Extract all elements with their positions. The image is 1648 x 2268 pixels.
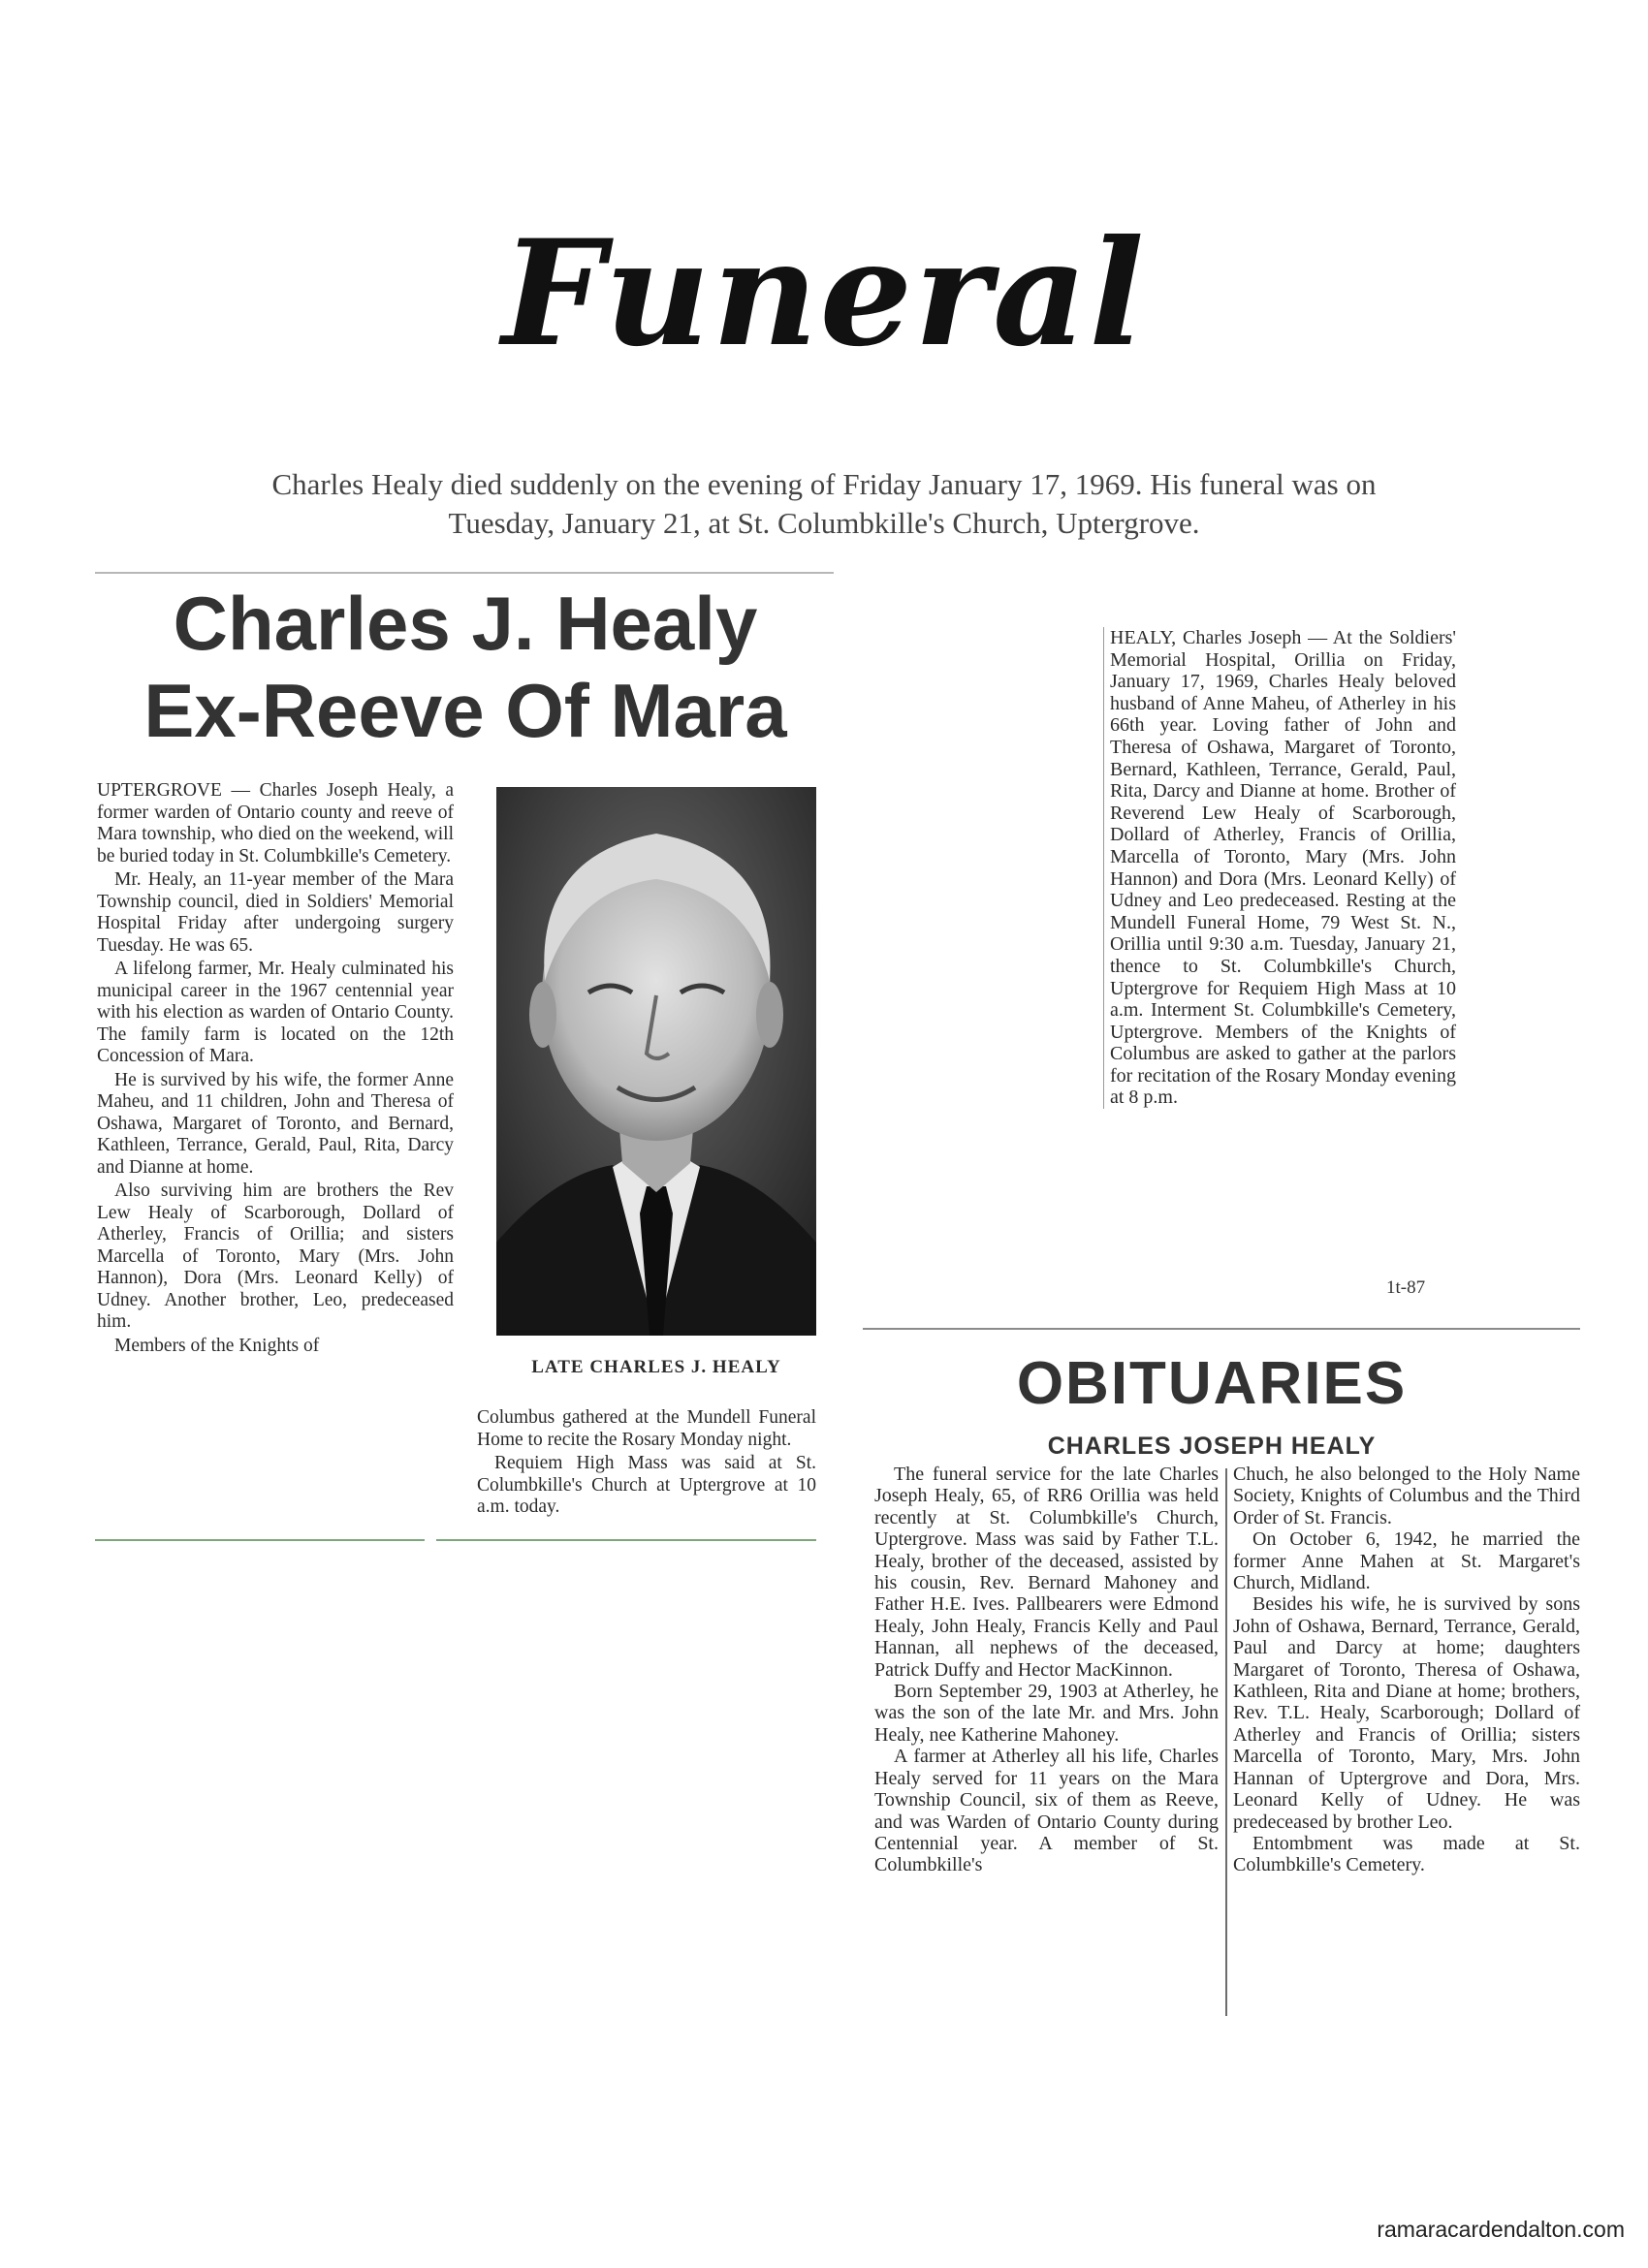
article-top-rule [95,572,834,574]
portrait-photo [496,787,816,1336]
death-notice: HEALY, Charles Joseph — At the Soldiers' Memorial Hospital, Orillia on Friday, January 17, 1969, Charles Healy beloved husband of Anne Maheu, of Atherley in his 66th year. Loving father of John and Theresa of Oshawa, Margaret of Toronto, Bernard, Kathleen, Terrance, Gerald, Paul, Rita, Darcy and Dianne at home. Brother of Reverend Lew Healy of Scarborough, Dollard of Atherley, Francis of Orillia, Marcella of Toronto, Mary (Mrs. John Hannon) and Dora (Mrs. Leonard Kelly) of Udney and Leo predeceased. Resting at the Mundell Funeral Home, 79 West St. N., Orillia until 9:30 a.m. Tuesday, January 21, thence to St. Columbkille's Church, Uptergrove for Requiem High Mass at 10 a.m. Interment St. Columbkille's Cemetery, Uptergrove. Members of the Knights of Columbus are asked to gather at the parlors for recitation of the Rosary Monday evening at 8 p.m. [1103,627,1456,1109]
article-paragraph: He is survived by his wife, the former Anne Maheu, and 11 children, John and Theresa of Oshawa, Margaret of Toronto, and Bernard, Kathleen, Terrance, Gerald, Paul, Rita, Darcy and Dianne at home. [97,1069,454,1178]
article-paragraph: Requiem High Mass was said at St. Columbkille's Church at Uptergrove at 10 a.m. today. [477,1453,816,1517]
obituary-subtitle: CHARLES JOSEPH HEALY [1047,1433,1377,1460]
headline-line-1: Charles J. Healy [173,581,758,666]
obituaries-title: OBITUARIES [1016,1350,1408,1417]
photo-caption: LATE CHARLES J. HEALY [531,1357,781,1377]
notice-bottom-rule [863,1328,1580,1330]
article-paragraph: UPTERGROVE — Charles Joseph Healy, a former warden of Ontario county and reeve of Mara township, who died on the weekend, will be buried today in St. Columbkille's Cemetery. [97,780,454,866]
intro-line-1: Charles Healy died suddenly on the evening of Friday January 17, 1969. His funeral was on [271,467,1377,501]
article-paragraph: A lifelong farmer, Mr. Healy culminated his municipal career in the 1967 centennial year with his election as warden of Ontario County. The family farm is located on the 12th Concession of Mara. [97,959,454,1066]
site-credit: ramaracardendalton.com [1377,2217,1625,2242]
intro-line-2: Tuesday, January 21, at St. Columbkille's Church, Uptergrove. [448,506,1200,540]
obituary-paragraph: The funeral service for the late Charles Joseph Healy, 65, of RR6 Orillia was held recently at St. Columbkille's Church, Uptergrove. Mass was said by Father T.L. Healy, brother of the deceased, assisted by his cousin, Rev. Bernard Mahoney and Father H.E. Ives. Pallbearers were Edmond Healy, John Healy, Francis Kelly and Paul Hannan, all nephews of the deceased, Patrick Duffy and Hector MacKinnon. [874,1464,1219,1681]
obituary-column-2 [1233,1464,1580,1876]
article-paragraph: Members of the Knights of [114,1335,320,1356]
obituary-column-divider [1225,1468,1227,2016]
obituary-paragraph: Chuch, he also belonged to the Holy Name Society, Knights of Columbus and the Third Order of St. Francis. [1233,1464,1580,1528]
death-notice-ref: 1t-87 [1386,1277,1426,1298]
article-paragraph: Mr. Healy, an 11-year member of the Mara Township council, died in Soldiers' Memorial Hospital Friday after undergoing surgery Tuesday. He was 65. [97,869,454,956]
article-paragraph: Columbus gathered at the Mundell Funeral Home to recite the Rosary Monday night. [477,1407,816,1450]
article-paragraph: Also surviving him are brothers the Rev Lew Healy of Scarborough, Dollard of Atherley, Francis of Orillia; and sisters Marcella of Toronto, Mary (Mrs. John Hannon), Dora (Mrs. Leonard Kelly) of Udney. Another brother, Leo, predeceased him. [97,1181,454,1332]
obituary-paragraph: Besides his wife, he is survived by sons John of Oshawa, Bernard, Terrance, Gerald, Paul and Darcy at home; daughters Margaret of Toronto, Theresa of Oshawa, Kathleen, Rita and Diane at home; brothers, Rev. T.L. Healy, Scarborough; Dollard of Atherley and Francis of Orillia; sisters Marcella of Toronto, Mary, Mrs. John Hannan of Uptergrove and Dora, Mrs. Leonard Kelly of Udney. He was predeceased by brother Leo. [1233,1593,1580,1833]
obituary-paragraph: A farmer at Atherley all his life, Charles Healy served for 11 years on the Mara Township Council, six of them as Reeve, and was Warden of Ontario County during Centennial year. A member of St. Columbkille's [874,1746,1219,1876]
article-column-2 [477,1407,816,1521]
obituary-paragraph: Born September 29, 1903 at Atherley, he was the son of the late Mr. and Mrs. John Healy, nee Katherine Mahoney. [874,1681,1219,1746]
obituary-paragraph: Entombment was made at St. Columbkille's Cemetery. [1233,1832,1580,1876]
headline-line-2: Ex-Reeve Of Mara [143,668,787,753]
obituary-paragraph: On October 6, 1942, he married the former Anne Mahen at St. Margaret's Church, Midland. [1233,1528,1580,1594]
intro-text [174,465,1474,543]
article-column-1 [97,780,454,1359]
obituary-column-1 [874,1464,1219,1876]
article-headline [97,580,834,754]
article-bottom-rule [436,1539,816,1541]
page-banner-title: Funeral [501,208,1147,379]
portrait-illustration [496,787,816,1336]
article-bottom-rule [95,1539,425,1541]
